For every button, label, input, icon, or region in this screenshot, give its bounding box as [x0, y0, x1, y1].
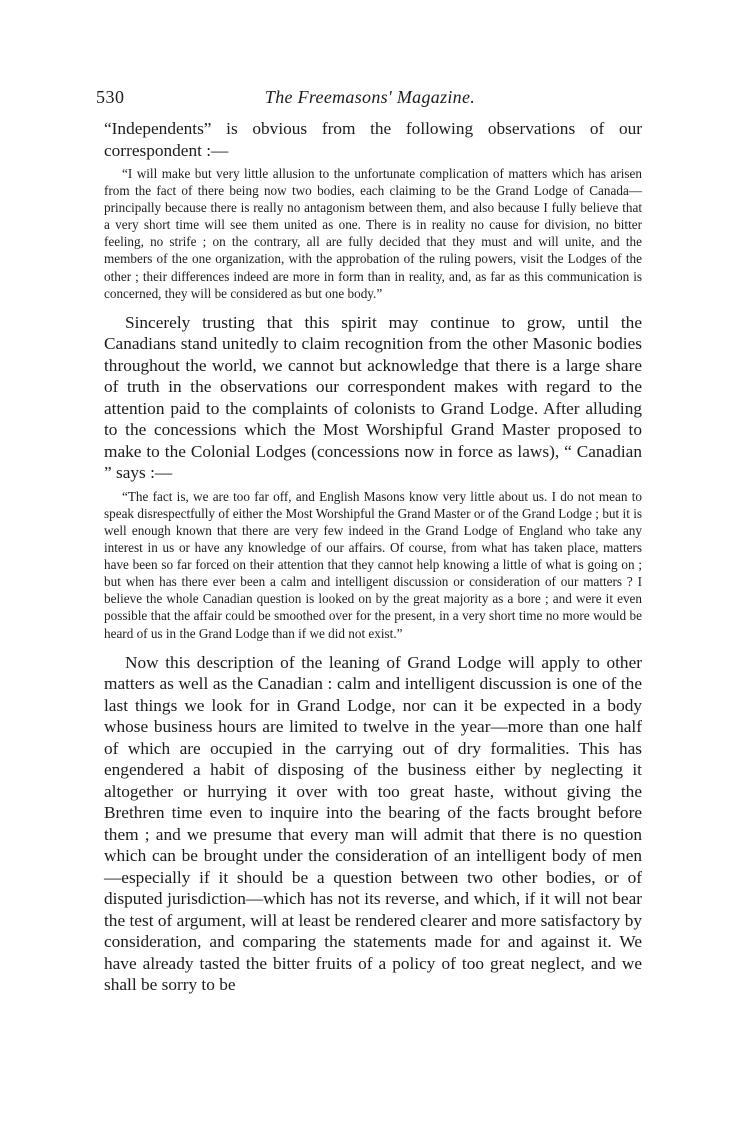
- body-paragraph: Now this description of the leaning of Grand Lodge will apply to other matters as well as the Canadian : calm and intelligent discussion is one of the last things we look for in Grand Lodge, nor can it be expected in a body whose business hours are limited to twelve in the year—more than one half of which are occupied in the carrying out of dry formalities. This has engendered a habit of disposing of the business either by neglecting it altogether or hurrying it over with too great haste, without giving the Brethren time even to inquire into the bearing of the facts brought before them ; and we presume that every man will admit that there is no question which can be brought under the consideration of an intelligent body of men—especially if it should be a question between two other bodies, or of disputed jurisdiction—which has not its reverse, and which, if it will not bear the test of argument, will at least be rendered clearer and more satisfactory by consideration, and comparing the statements made for and against it. We have already tasted the bitter fruits of a policy of too great neglect, and we shall be sorry to be: [104, 652, 642, 995]
- article-body: [104, 118, 642, 996]
- page-header: [96, 86, 644, 110]
- running-title: The Freemasons' Magazine.: [264, 87, 476, 107]
- block-quote: “The fact is, we are too far off, and English Masons know very little about us. I do not mean to speak disrespectfully of either the Most Worshipful the Grand Master or of the Grand Lodge ; but it is well enough known that there are very few indeed in the Grand Lodge of England who take any interest in us or have any knowledge of our affairs. Of course, from what has taken place, matters have been so far forced on their attention that they cannot help knowing a little of what is going on ; but when has there ever been a calm and intelligent discussion or consideration of our matters ? I believe the whole Canadian question is looked on by the great majority as a bore ; and were it even possible that the affair could be smoothed over for the present, in a very short time no more would be heard of us in the Grand Lodge than if we did not exist.”: [104, 488, 642, 641]
- body-paragraph: “Independents” is obvious from the following observations of our correspondent :—: [104, 119, 642, 160]
- body-paragraph: Sincerely trusting that this spirit may continue to grow, until the Canadians stand unitedly to claim recognition from the other Masonic bodies throughout the world, we cannot but acknowledge that there is a large share of truth in the observations our correspondent makes with regard to the attention paid to the complaints of colonists to Grand Lodge. After alluding to the concessions which the Most Worshipful Grand Master proposed to make to the Colonial Lodges (concessions now in force as laws), “ Canadian ” says :—: [104, 312, 642, 483]
- block-quote: “I will make but very little allusion to the unfortunate complication of matters which has arisen from the fact of there being now two bodies, each claiming to be the Grand Lodge of Canada—principally because there is really no antagonism between them, and also because I fully believe that a very short time will see them united as one. There is in reality no cause for division, no bitter feeling, no strife ; on the contrary, all are fully decided that they must and will unite, and the members of the one organization, with the approbation of the ruling powers, visit the Lodges of the other ; their differences indeed are more in form than in reality, and, as far as this communication is concerned, they will be considered as but one body.”: [104, 166, 642, 301]
- page-number: 530: [96, 87, 125, 107]
